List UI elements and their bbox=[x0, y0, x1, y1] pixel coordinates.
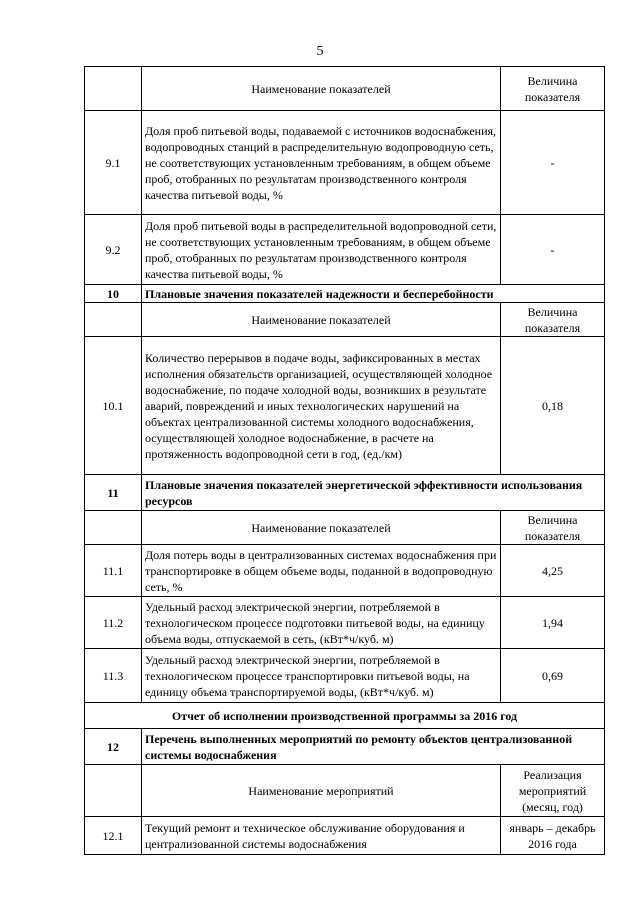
table-row bbox=[85, 817, 605, 855]
report-title: Отчет об исполнении производственной программы за 2016 год bbox=[85, 703, 605, 729]
section-number: 12 bbox=[85, 729, 142, 765]
header-value: Величина показателя bbox=[501, 67, 605, 111]
header-num-cell bbox=[85, 765, 142, 817]
table-row bbox=[85, 545, 605, 597]
row-value: 4,25 bbox=[501, 545, 605, 597]
table-row bbox=[85, 597, 605, 649]
header-value: Реализация мероприятий (месяц, год) bbox=[501, 765, 605, 817]
section-title: Перечень выполненных мероприятий по ремонту объектов централизованной системы водоснабжения bbox=[142, 729, 605, 765]
row-number: 11.1 bbox=[85, 545, 142, 597]
row-value: 1,94 bbox=[501, 597, 605, 649]
table-header-row bbox=[85, 303, 605, 337]
section-row bbox=[85, 729, 605, 765]
section-row bbox=[85, 285, 605, 303]
row-number: 11.3 bbox=[85, 649, 142, 703]
report-title-row bbox=[85, 703, 605, 729]
header-value: Величина показателя bbox=[501, 511, 605, 545]
row-description: Количество перерывов в подаче воды, зафиксированных в местах исполнения обязательств организацией, осуществляющей холодное водоснабжение, по подаче холодной воды, возникших в результате аварий, повреждений и иных технологических нарушений на объектах централизованной системы холодного водоснабжения, осуществляющей холодное водоснабжение, в расчете на протяженность водопроводной сети в год, (ед./км) bbox=[142, 337, 501, 475]
header-value: Величина показателя bbox=[501, 303, 605, 337]
row-description: Удельный расход электрической энергии, потребляемой в технологическом процессе транспортировки питьевой воды, на единицу объема транспортируемой воды, (кВт*ч/куб. м) bbox=[142, 649, 501, 703]
row-value: 0,18 bbox=[501, 337, 605, 475]
row-description: Доля проб питьевой воды, подаваемой с источников водоснабжения, водопроводных станций в распределительную водопроводную сеть, не соответствующих установленным требованиям, в общем объеме проб, отобранных по результатам производственного контроля качества питьевой воды, % bbox=[142, 111, 501, 215]
header-num-cell bbox=[85, 67, 142, 111]
row-number: 10.1 bbox=[85, 337, 142, 475]
section-number: 11 bbox=[85, 475, 142, 511]
row-description: Текущий ремонт и техническое обслуживание оборудования и централизованной системы водоснабжения bbox=[142, 817, 501, 855]
table-row bbox=[85, 111, 605, 215]
header-name: Наименование показателей bbox=[142, 67, 501, 111]
row-value: 0,69 bbox=[501, 649, 605, 703]
section-title: Плановые значения показателей надежности и бесперебойности bbox=[142, 285, 605, 303]
table-header-row bbox=[85, 67, 605, 111]
header-name: Наименование мероприятий bbox=[142, 765, 501, 817]
page-number: 5 bbox=[316, 44, 324, 59]
table-row bbox=[85, 649, 605, 703]
header-num-cell bbox=[85, 303, 142, 337]
section-number: 10 bbox=[85, 285, 142, 303]
table-header-row bbox=[85, 511, 605, 545]
row-value: - bbox=[501, 111, 605, 215]
section-title: Плановые значения показателей энергетической эффективности использования ресурсов bbox=[142, 475, 605, 511]
indicators-table bbox=[84, 66, 605, 855]
header-num-cell bbox=[85, 511, 142, 545]
header-name: Наименование показателей bbox=[142, 303, 501, 337]
row-number: 9.2 bbox=[85, 215, 142, 285]
row-value: - bbox=[501, 215, 605, 285]
section-row bbox=[85, 475, 605, 511]
row-description: Доля проб питьевой воды в распределительной водопроводной сети, не соответствующих установленным требованиям, в общем объеме проб, отобранных по результатам производственного контроля качества питьевой воды, % bbox=[142, 215, 501, 285]
row-description: Удельный расход электрической энергии, потребляемой в технологическом процессе подготовки питьевой воды, на единицу объема воды, отпускаемой в сеть, (кВт*ч/куб. м) bbox=[142, 597, 501, 649]
row-value: январь – декабрь 2016 года bbox=[501, 817, 605, 855]
row-number: 12.1 bbox=[85, 817, 142, 855]
row-number: 11.2 bbox=[85, 597, 142, 649]
table-row bbox=[85, 337, 605, 475]
table-row bbox=[85, 215, 605, 285]
header-name: Наименование показателей bbox=[142, 511, 501, 545]
row-number: 9.1 bbox=[85, 111, 142, 215]
row-description: Доля потерь воды в централизованных системах водоснабжения при транспортировке в общем объеме воды, поданной в водопроводную сеть, % bbox=[142, 545, 501, 597]
table-header-row bbox=[85, 765, 605, 817]
